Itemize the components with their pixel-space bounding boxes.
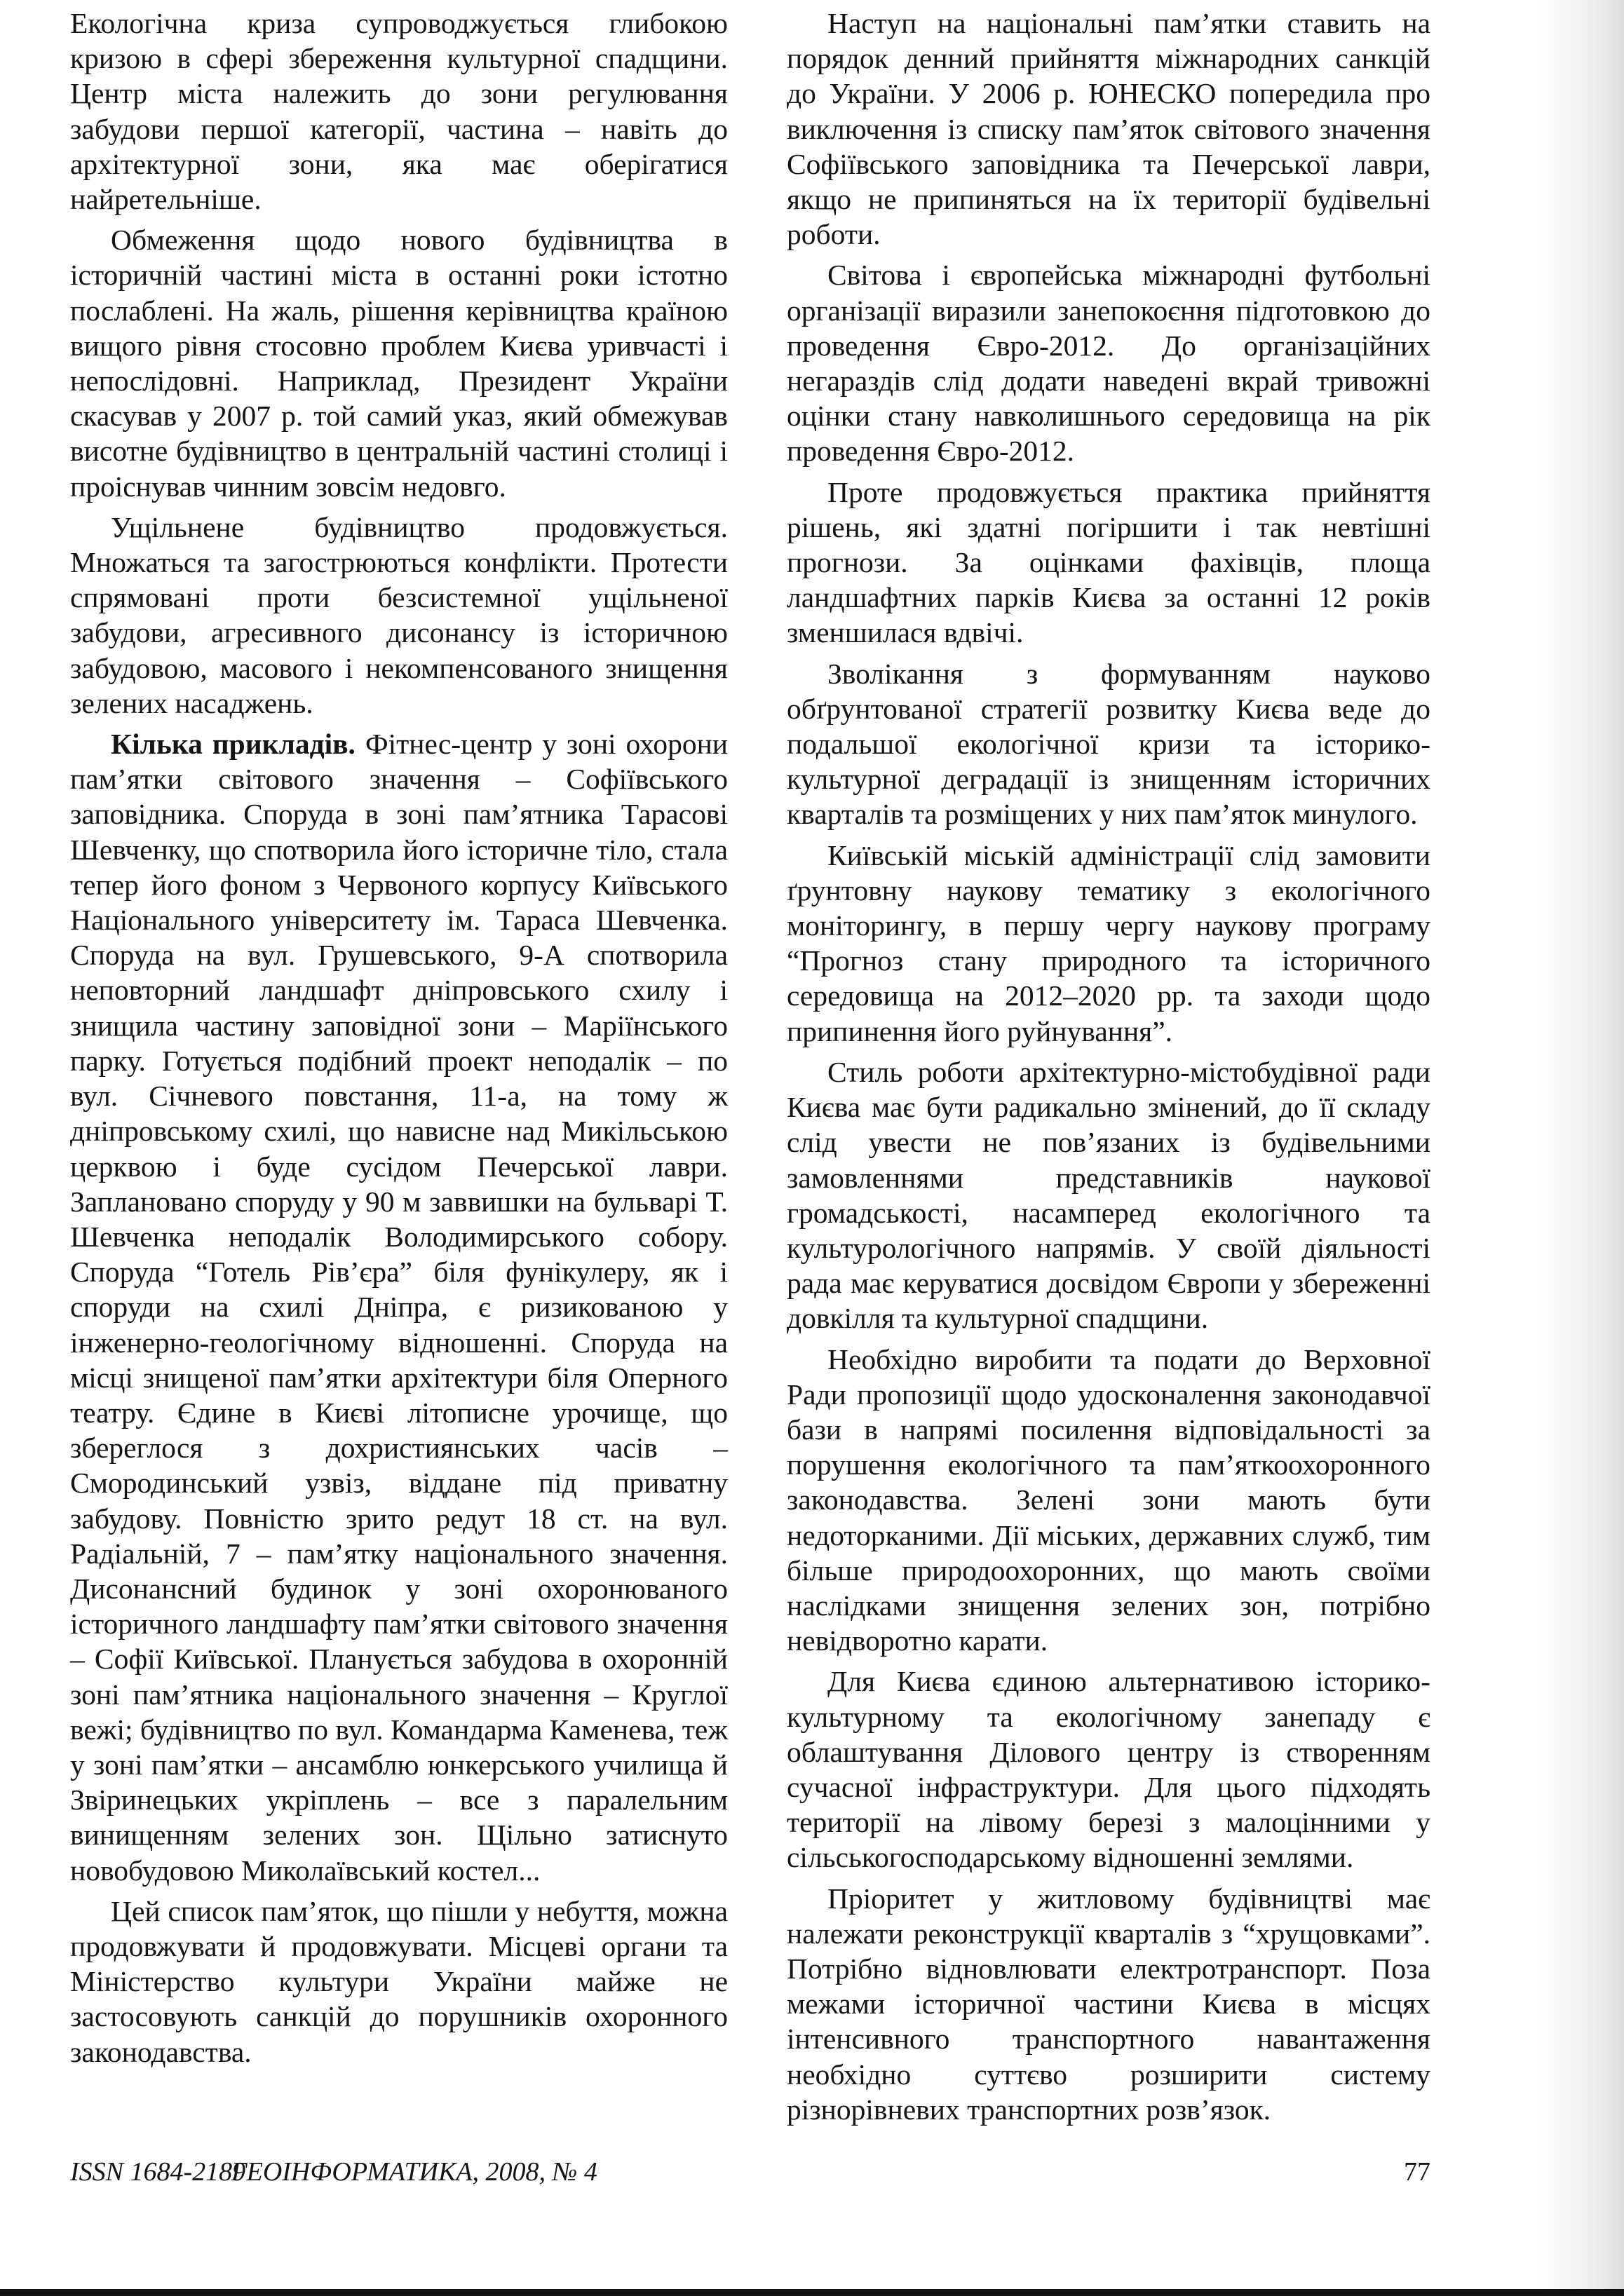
paragraph: Для Києва єдиною альтернативою історико-культурному та екологічному занепаду є облаштування Ділового центру із створенням сучасної інфраструктури. Для цього підходять території на лівому березі з малоцінними у сільськогосподарському відношенні землями. (787, 1665, 1430, 1874)
page-number: 77 (1404, 2157, 1430, 2187)
paragraph: Наступ на національні пам’ятки ставить на порядок денний прийняття міжнародних санкцій до України. У 2006 р. ЮНЕСКО попередила про виключення із списку пам’яток світового значення Софіївського заповідника та Печерської лаври, якщо не припиняться на їх території будівельні роботи. (787, 7, 1430, 251)
paragraph-examples (70, 726, 728, 1888)
paragraph-lead: Кілька прикладів. (111, 728, 356, 761)
right-column (787, 6, 1430, 2133)
paragraph: Обмеження щодо нового будівництва в історичній частині міста в останні роки істотно послаблені. На жаль, рішення керівництва країною вищого рівня стосовно проблем Києва уривчасті і непослідовні. Наприклад, Президент України скасував у 2007 р. той самий указ, який обмежував висотне будівництво в центральній частині столиці і проіснував чинним зовсім недовго. (70, 224, 728, 503)
paragraph: Необхідно виробити та подати до Верховної Ради пропозиції щодо удосконалення законодавчої бази в напрямі посилення відповідальності за порушення екологічного та пам’яткоохоронного законодавства. Зелені зони мають бути недоторканими. Дії міських, державних служб, тим більше природоохоронних, що мають своїми наслідками знищення зелених зон, потрібно невідворотно карати. (787, 1343, 1430, 1657)
left-column (70, 6, 728, 2075)
journal-citation: ГЕОІНФОРМАТИКА, 2008, № 4 (231, 2157, 597, 2187)
paragraph-body: Фітнес-центр у зоні охорони пам’ятки світового значення – Софіївського заповідника. Споруда в зоні пам’ятника Тарасові Шевченку, що спотворила його історичне тіло, стала тепер його фоном з Червоного корпусу Київського Національного університету ім. Тараса Шевченка. Споруда на вул. Грушевського, 9-А спотворила неповторний ландшафт дніпровського схилу і знищила частину заповідної зони – Маріїнського парку. Готується подібний проект неподалік – по вул. Січневого повстання, 11-а, на тому ж дніпровському схилі, що нависне над Микільською церквою і буде сусідом Печерської лаври. Заплановано споруду у 90 м заввишки на бульварі Т. Шевченка неподалік Володимирського собору. Споруда “Готель Рів’єра” біля фунікулеру, як і споруди на схилі Дніпра, є ризикованою у інженерно-геологічному відношенні. Споруда на місці знищеної пам’ятки архітектури біля Оперного театру. Єдине в Києві літописне урочище, що збереглося з дохристиянських часів – Смородинський узвіз, віддане під приватну забудову. Повністю зрито редут 18 ст. на вул. Радіальній, 7 – пам’ятку національного значення. Дисонансний будинок у зоні охоронюваного історичного ландшафту пам’ятки світового значення – Софії Київської. Планується забудова в охоронній зоні пам’ятника національного значення – Круглої вежі; будівництво по вул. Командарма Каменева, теж у зоні пам’ятки – ансамблю юнкерського училища й Звіринецьких укріплень – все з паралельним винищенням зелених зон. Щільно затиснуто новобудовою Миколаївський костел... (70, 728, 729, 1887)
paragraph: Київській міській адміністрації слід замовити ґрунтовну наукову тематику з екологічного моніторингу, в першу чергу наукову програму “Прогноз стану природного та історичного середовища на 2012–2020 рр. та заходи щодо припинення його руйнування”. (787, 838, 1430, 1047)
paragraph: Пріоритет у житловому будівництві має належати реконструкції кварталів з “хрущовками”. Потрібно відновлювати електротранспорт. Поза межами історичної частини Києва в місцях інтенсивного транспортного навантаження необхідно суттєво розширити систему різнорівневих транспортних розв’язок. (787, 1882, 1430, 2126)
scan-bottom-edge (0, 2289, 1624, 2296)
paragraph: Екологічна криза супроводжується глибокою кризою в сфері збереження культурної спадщини. Центр міста належить до зони регулювання забудови першої категорії, частина – навіть до архітектурної зони, яка має оберігатися найретельніше. (70, 7, 728, 216)
issn-label: ISSN 1684-2189 (70, 2157, 246, 2187)
paragraph: Зволікання з формуванням науково обґрунтованої стратегії розвитку Києва веде до подальшої екологічної кризи та історико-культурної деградації із знищенням історичних кварталів та розміщених у них пам’яток минулого. (787, 657, 1430, 831)
page-footer (70, 2156, 1430, 2199)
paragraph: Проте продовжується практика прийняття рішень, які здатні погіршити і так невтішні прогнози. За оцінками фахівців, площа ландшафтних парків Києва за останні 12 років зменшилася вдвічі. (787, 475, 1430, 649)
paragraph: Стиль роботи архітектурно-містобудівної ради Києва має бути радикально змінений, до її складу слід увести не пов’язаних із будівельними замовленнями представників наукової громадськості, насамперед екологічного та культурологічного напрямів. У своїй діяльності рада має керуватися досвідом Європи у збереженні довкілля та культурної спадщини. (787, 1055, 1430, 1335)
scan-shadow-edge (1540, 0, 1624, 2296)
paragraph: Цей список пам’яток, що пішли у небуття, можна продовжувати й продовжувати. Місцеві органи та Міністерство культури України майже не застосовують санкцій до порушників охоронного законодавства. (70, 1894, 728, 2068)
paragraph: Світова і європейська міжнародні футбольні організації виразили занепокоєння підготовкою до проведення Євро-2012. До організаційних негараздів слід додати наведені вкрай тривожні оцінки стану навколишнього середовища на рік проведення Євро-2012. (787, 259, 1430, 468)
paragraph: Ущільнене будівництво продовжується. Множаться та загострюються конфлікти. Протести спрямовані проти безсистемної ущільненої забудови, агресивного дисонансу із історичною забудовою, масового і некомпенсованого знищення зелених насаджень. (70, 510, 728, 719)
